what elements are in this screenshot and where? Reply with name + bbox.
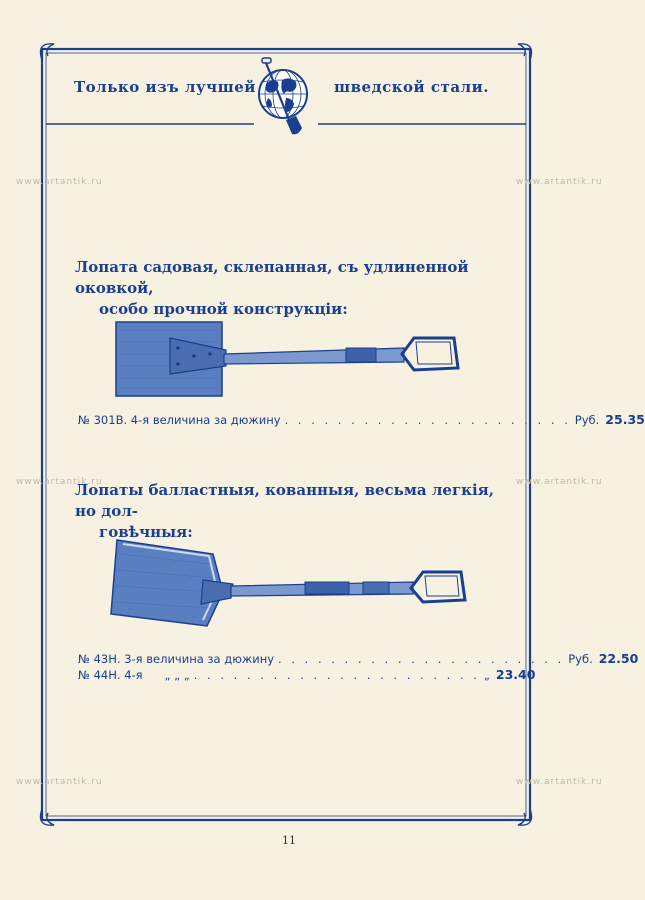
item-description: 4-я: [124, 668, 143, 682]
ditto-marks: „ „ „: [164, 668, 190, 682]
ballast-shovel-illustration: [105, 534, 470, 634]
watermark: www.artantik.ru: [516, 477, 603, 487]
currency-label: Руб.: [568, 652, 593, 666]
dot-leader: . . . . . . . . . . . . . . . . . . . . . .: [193, 668, 480, 682]
page-number: 11: [282, 834, 296, 847]
item-price: 23.40: [495, 667, 536, 682]
item-number: № 44Н.: [78, 668, 121, 682]
currency-label: Руб.: [574, 413, 600, 427]
item-number: № 301В.: [78, 413, 128, 427]
heading-line: особо прочной конструкціи:: [99, 300, 348, 318]
header-slogan-left: Только изъ лучшей: [74, 78, 256, 96]
item-number: № 43Н.: [78, 652, 121, 666]
item-description: 3-я величина за дюжину: [124, 652, 275, 666]
garden-shovel-illustration: [114, 318, 464, 403]
item-description: 4-я величина за дюжину: [130, 413, 281, 427]
dot-leader: . . . . . . . . . . . . . . . . . . . . . .: [284, 413, 571, 427]
item-price: 22.50: [598, 651, 639, 666]
item-price: 25.35: [605, 412, 645, 427]
watermark: www.artantik.ru: [516, 177, 603, 187]
price-line: [78, 412, 645, 427]
section-heading-garden-shovel: [75, 257, 515, 320]
globe-shovel-logo: [252, 58, 314, 138]
watermark: www.artantik.ru: [16, 777, 103, 787]
header-slogan-right: шведской стали.: [334, 78, 489, 96]
price-line: [78, 651, 639, 666]
watermark: www.artantik.ru: [16, 477, 103, 487]
currency-ditto: „: [483, 668, 490, 682]
heading-line: Лопата садовая, склепанная, съ удлиненной оковкой,: [75, 258, 469, 297]
price-line: [78, 667, 536, 682]
watermark: www.artantik.ru: [516, 777, 603, 787]
watermark: www.artantik.ru: [16, 177, 103, 187]
heading-line: говѣчныя:: [99, 523, 193, 541]
dot-leader: . . . . . . . . . . . . . . . . . . . . . .: [278, 652, 565, 666]
heading-line: Лопаты балластныя, кованныя, весьма легкія, но дол-: [75, 481, 494, 520]
